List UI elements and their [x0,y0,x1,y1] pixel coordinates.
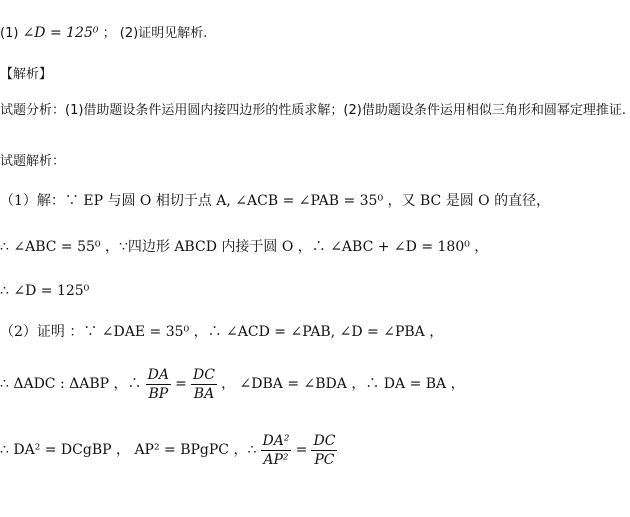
line6-fraction-1-numerator: DA² [262,432,290,449]
line5-fraction-2 [191,366,217,403]
line5-suffix: ， ∠DBA = ∠BDA ，∴ DA = BA ， [221,376,465,392]
analysis-text: 试题分析：(1)借助题设条件运用圆内接四边形的性质求解；(2)借助题设条件运用相似三角形和圆幂定理推证. [0,103,626,118]
analysis-heading: 【解析】 [0,67,53,82]
line6-fraction-2 [311,432,337,469]
line6-fraction-2-denominator: PC [314,451,335,468]
line6-fraction-1 [261,432,292,469]
line5-fraction-2-numerator: DC [193,366,215,383]
line5-fraction-1 [146,366,171,403]
line6-fraction-2-numerator: DC [313,432,336,449]
answer-line [0,24,207,43]
answer-part1-prefix: (1) [0,26,19,41]
solution-line-3: ∴ ∠D = 125⁰ [0,283,90,299]
answer-part2-text: (2)证明见解析. [119,26,208,41]
solution-line-4: （2）证明 ：∵ ∠DAE = 35⁰ ，∴ ∠ACD = ∠PAB, ∠D = ∠PBA ， [0,324,444,340]
line5-fraction-2-denominator: BA [193,385,215,402]
solution-line-1: （1）解：∵ EP 与圆 O 相切于点 A, ∠ACB = ∠PAB = 35⁰ ，又 BC 是圆 O 的直径， [0,193,551,209]
line5-prefix: ∴ ΔADC : ΔABP ，∴ [0,376,142,392]
line6-fraction-1-denominator: AP² [263,451,289,468]
line5-fraction-1-denominator: BP [148,385,169,402]
solution-line-5 [0,364,465,405]
line6-prefix: ∴ DA² = DCgBP ， AP² = BPgPC ，∴ [0,442,257,458]
line5-fraction-1-numerator: DA [147,366,169,383]
solution-line-2: ∴ ∠ABC = 55⁰ ，∵四边形 ABCD 内接于圆 O ，∴ ∠ABC + ∠D = 180⁰ ， [0,239,489,255]
line6-equals: = [295,442,308,458]
line5-equals: = [175,376,187,392]
solution-line-6 [0,430,337,471]
answer-separator: ； [102,26,116,41]
answer-part1-math: ∠D = 125⁰ [22,25,99,41]
solution-heading: 试题解析： [0,154,66,169]
